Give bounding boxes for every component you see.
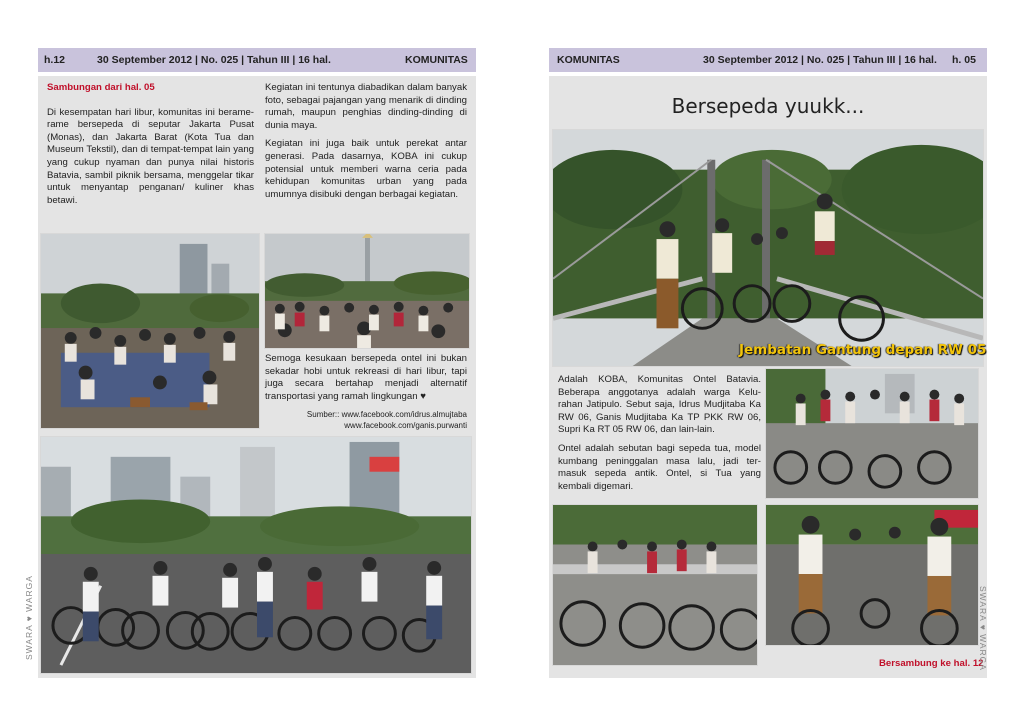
source-credits [265, 409, 467, 431]
right-page [549, 48, 987, 678]
bridge-photo-caption: Jembatan Gantung depan RW 05 [739, 342, 987, 358]
left-paragraph-4: Semoga kesukaan bersepeda ontel ini bukan sekadar hobi untuk rekreasi di hari libur, tapi juga secara bertahap menjadi alternatif transportasi yang ramah lingkungan ♥ [265, 353, 467, 402]
right-date-info: 30 September 2012 | No. 025 | Tahun III | 16 hal. [703, 54, 937, 66]
continued-from-label: Sambungan dari hal. 05 [47, 82, 155, 93]
suspension-bridge-photo [552, 129, 987, 367]
group-posing-photo [765, 368, 979, 499]
left-section-label: KOMUNITAS [405, 54, 468, 66]
right-section-label: KOMUNITAS [557, 54, 620, 66]
right-text-column [558, 374, 761, 499]
right-page-number: h. 05 [952, 54, 976, 66]
left-page-content [38, 76, 476, 678]
right-paragraph-1: Adalah KOBA, Komunitas Ontel Batavia. Beberapa anggotanya adalah warga Kelu-rahan Jatipulo. Sebut saja, Idrus Mudjitaba Ka RW 06, Ganis Mudjitaba Ka TP PKK RW 06, Supri Ka RT 05 RW 06, dan lain-lain. [558, 374, 761, 436]
picnic-photo [40, 233, 260, 429]
right-side-label: SWARA ♥ WARGA [978, 586, 988, 671]
left-page-number: h.12 [44, 54, 66, 66]
left-paragraph-1: Di kesempatan hari libur, komunitas ini berame-rame bersepeda di seputar Jakarta Pusat (Monas), dan Jakarta Barat (Kota Tua dan Museum Tekstil), dan di tempat-tempat lain yang yang cukup nyaman dan punya nilai historis Batavia, sambil piknik bersama, menggelar tikar untuk menyantap penganan/ kuliner khas betawi. [47, 106, 254, 206]
left-side-label: SWARA ♥ WARGA [24, 575, 34, 660]
right-paragraph-2: Ontel adalah sebutan bagi sepeda tua, model kumbang peninggalan masa lalu, jadi ter-masuk sepeda antik. Ontel, si Tua yang kembali digemari. [558, 442, 761, 492]
source-link-1: Sumber:: www.facebook.com/idrus.almujtaba [306, 410, 467, 419]
right-page-header [549, 48, 987, 72]
source-link-2: www.facebook.com/ganis.purwanti [344, 421, 467, 430]
left-paragraph-2: Kegiatan ini tentunya diabadikan dalam banyak foto, sebagai pajangan yang menarik di dinding rumah, maupun penghias dinding-dinding di dunia maya. [265, 82, 467, 131]
left-page-header [38, 48, 476, 72]
bicycles-parked-photo [552, 504, 758, 666]
continued-to-label: Bersambung ke hal. 12 [879, 658, 984, 669]
page-title: Bersepeda yuukk... [671, 94, 865, 118]
left-paragraph-3: Kegiatan ini juga baik untuk perekat antar generasi. Pada dasarnya, KOBA ini cukup potensial untuk memberi warna ceria pada kehidupan komunitas urban yang pada umumnya disibuki dengan berbagai kegiatan. [265, 138, 467, 200]
cyclists-lineup-photo [40, 436, 472, 674]
left-column-2-text [265, 82, 467, 207]
riders-parade-photo [765, 504, 979, 646]
monas-gathering-photo [264, 233, 470, 349]
left-page [38, 48, 476, 678]
left-closing-text [265, 353, 467, 409]
left-date-info: 30 September 2012 | No. 025 | Tahun III | 16 hal. [97, 54, 331, 66]
right-page-content [549, 76, 987, 678]
left-column-1-text [47, 82, 254, 213]
